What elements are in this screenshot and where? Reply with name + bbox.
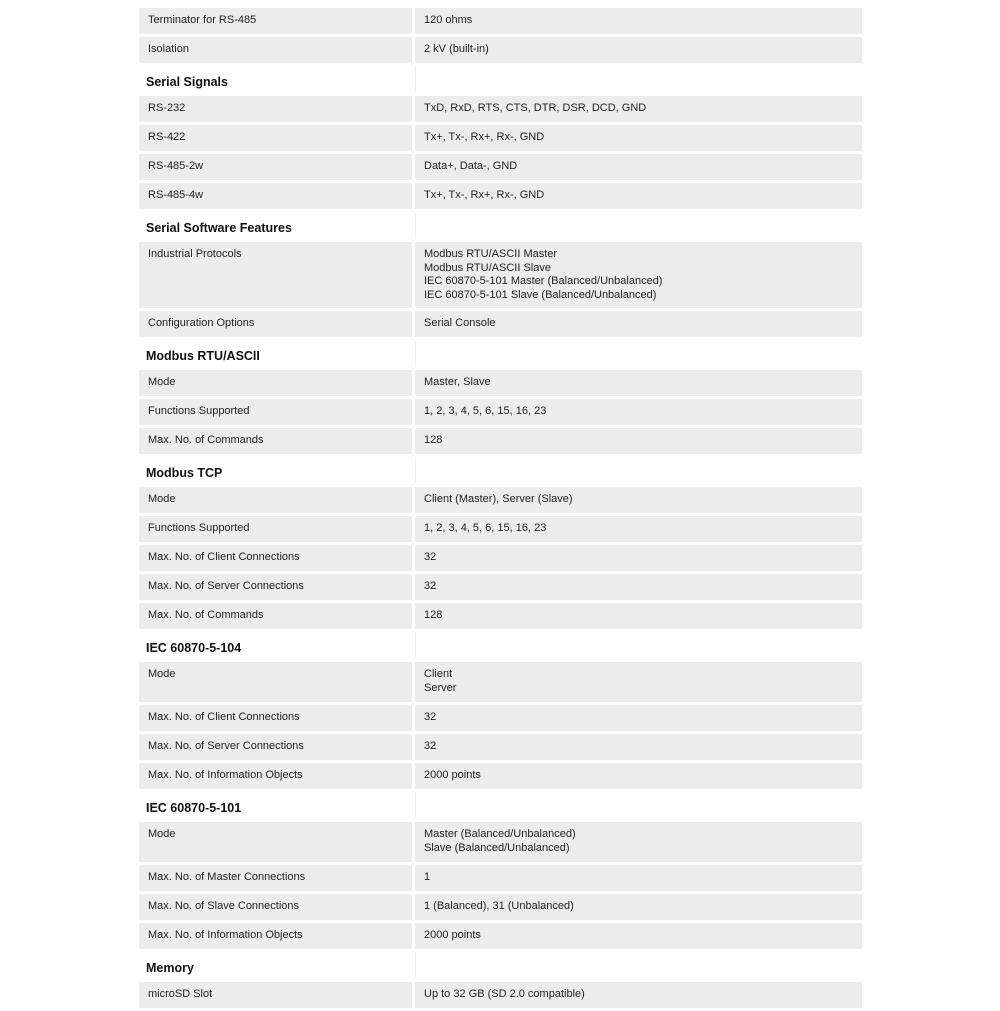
spec-row [139, 154, 862, 180]
spec-row [139, 8, 862, 34]
section-header-memory [139, 952, 862, 979]
spec-value [415, 822, 862, 862]
spec-value [415, 662, 862, 702]
section-header-fill [415, 792, 862, 819]
section-title: Memory [146, 961, 194, 975]
section-header-fill [415, 66, 862, 93]
spec-value [415, 574, 862, 600]
section-header-fill [415, 340, 862, 367]
section-header-iec-60870-5-101 [139, 792, 862, 819]
spec-label: Max. No. of Server Connections [139, 574, 412, 600]
spec-label: RS-232 [139, 96, 412, 122]
spec-value [415, 545, 862, 571]
spec-value-line: 32 [424, 551, 437, 563]
spec-value [415, 865, 862, 891]
spec-row [139, 982, 862, 1008]
spec-value-line: Master, Slave [424, 376, 491, 388]
section-title: IEC 60870-5-104 [146, 641, 242, 655]
spec-value [415, 603, 862, 629]
spec-row [139, 37, 862, 63]
spec-label: Max. No. of Server Connections [139, 734, 412, 760]
spec-row [139, 662, 862, 702]
spec-row [139, 923, 862, 949]
spec-value [415, 705, 862, 731]
spec-label: Terminator for RS-485 [139, 8, 412, 34]
spec-label: Max. No. of Commands [139, 603, 412, 629]
spec-row [139, 125, 862, 151]
spec-value-line: 128 [424, 609, 443, 621]
spec-row [139, 894, 862, 920]
spec-label: Mode [139, 487, 412, 513]
section-title: Serial Signals [146, 75, 228, 89]
section-header-modbus-tcp [139, 457, 862, 484]
spec-value-line: Client [424, 668, 453, 680]
section-header-modbus-rtu-ascii [139, 340, 862, 367]
spec-value [415, 370, 862, 396]
section-header-serial-software-features [139, 212, 862, 239]
spec-value-line: 1, 2, 3, 4, 5, 6, 15, 16, 23 [424, 522, 547, 534]
spec-label: Mode [139, 662, 412, 702]
spec-value-line: Modbus RTU/ASCII Master [424, 248, 558, 260]
spec-value [415, 763, 862, 789]
spec-value [415, 894, 862, 920]
spec-value-line: 1 [424, 871, 431, 883]
spec-table [139, 8, 862, 1011]
spec-value-line: Tx+, Tx-, Rx+, Rx-, GND [424, 189, 545, 201]
spec-value-line: 2000 points [424, 929, 481, 941]
spec-row [139, 574, 862, 600]
spec-value [415, 183, 862, 209]
spec-label: RS-485-2w [139, 154, 412, 180]
spec-row [139, 734, 862, 760]
spec-label: Max. No. of Information Objects [139, 763, 412, 789]
spec-value-line: Serial Console [424, 317, 496, 329]
spec-row [139, 242, 862, 308]
section-header-fill [415, 952, 862, 979]
spec-value [415, 982, 862, 1008]
section-title: Modbus TCP [146, 466, 223, 480]
spec-label: Max. No. of Client Connections [139, 705, 412, 731]
spec-row [139, 370, 862, 396]
spec-row [139, 96, 862, 122]
section-title: Modbus RTU/ASCII [146, 349, 260, 363]
section-header-fill [415, 212, 862, 239]
spec-value [415, 8, 862, 34]
spec-row [139, 183, 862, 209]
spec-label: RS-485-4w [139, 183, 412, 209]
spec-label: Mode [139, 370, 412, 396]
spec-row [139, 487, 862, 513]
spec-value-line: Client (Master), Server (Slave) [424, 493, 573, 505]
section-header-fill [415, 632, 862, 659]
spec-value [415, 96, 862, 122]
spec-label: Functions Supported [139, 516, 412, 542]
spec-value [415, 399, 862, 425]
spec-value [415, 311, 862, 337]
spec-label: Max. No. of Master Connections [139, 865, 412, 891]
spec-value-line: Master (Balanced/Unbalanced) [424, 828, 576, 840]
spec-value [415, 125, 862, 151]
spec-value [415, 428, 862, 454]
spec-value-line: Data+, Data-, GND [424, 160, 518, 172]
spec-value-line: 32 [424, 740, 437, 752]
spec-value-line: 32 [424, 580, 437, 592]
spec-label: Isolation [139, 37, 412, 63]
section-header-serial-signals [139, 66, 862, 93]
spec-label: Mode [139, 822, 412, 862]
spec-row [139, 822, 862, 862]
spec-value [415, 154, 862, 180]
spec-label: Functions Supported [139, 399, 412, 425]
spec-row [139, 545, 862, 571]
spec-value-line: Modbus RTU/ASCII Slave [424, 261, 551, 274]
section-title: IEC 60870-5-101 [146, 801, 242, 815]
spec-value [415, 487, 862, 513]
section-header-iec-60870-5-104 [139, 632, 862, 659]
spec-value-line: 1, 2, 3, 4, 5, 6, 15, 16, 23 [424, 405, 547, 417]
spec-value [415, 37, 862, 63]
spec-value [415, 242, 862, 308]
spec-label: RS-422 [139, 125, 412, 151]
spec-value-line: 120 ohms [424, 14, 473, 26]
spec-value-line: IEC 60870-5-101 Slave (Balanced/Unbalanced) [424, 288, 657, 301]
spec-value-line: TxD, RxD, RTS, CTS, DTR, DSR, DCD, GND [424, 102, 647, 114]
spec-value-line: 32 [424, 711, 437, 723]
spec-value-line: Slave (Balanced/Unbalanced) [424, 841, 570, 854]
spec-label: Max. No. of Slave Connections [139, 894, 412, 920]
spec-row [139, 399, 862, 425]
spec-value-line: Up to 32 GB (SD 2.0 compatible) [424, 988, 585, 1000]
spec-value-line: Server [424, 681, 457, 694]
spec-value [415, 923, 862, 949]
spec-value [415, 516, 862, 542]
spec-row [139, 516, 862, 542]
spec-row [139, 763, 862, 789]
spec-value [415, 734, 862, 760]
spec-label: Max. No. of Client Connections [139, 545, 412, 571]
spec-label: Max. No. of Commands [139, 428, 412, 454]
section-title: Serial Software Features [146, 221, 292, 235]
spec-value-line: IEC 60870-5-101 Master (Balanced/Unbalanced) [424, 275, 663, 287]
spec-row [139, 603, 862, 629]
spec-value-line: 1 (Balanced), 31 (Unbalanced) [424, 900, 574, 912]
spec-value-line: Tx+, Tx-, Rx+, Rx-, GND [424, 131, 545, 143]
spec-label: Industrial Protocols [139, 242, 412, 308]
spec-value-line: 2 kV (built-in) [424, 43, 489, 55]
spec-label: Configuration Options [139, 311, 412, 337]
section-header-fill [415, 457, 862, 484]
spec-value-line: 2000 points [424, 769, 481, 781]
spec-row [139, 705, 862, 731]
spec-row [139, 865, 862, 891]
spec-label: microSD Slot [139, 982, 412, 1008]
spec-row [139, 311, 862, 337]
spec-label: Max. No. of Information Objects [139, 923, 412, 949]
spec-value-line: 128 [424, 434, 443, 446]
spec-row [139, 428, 862, 454]
